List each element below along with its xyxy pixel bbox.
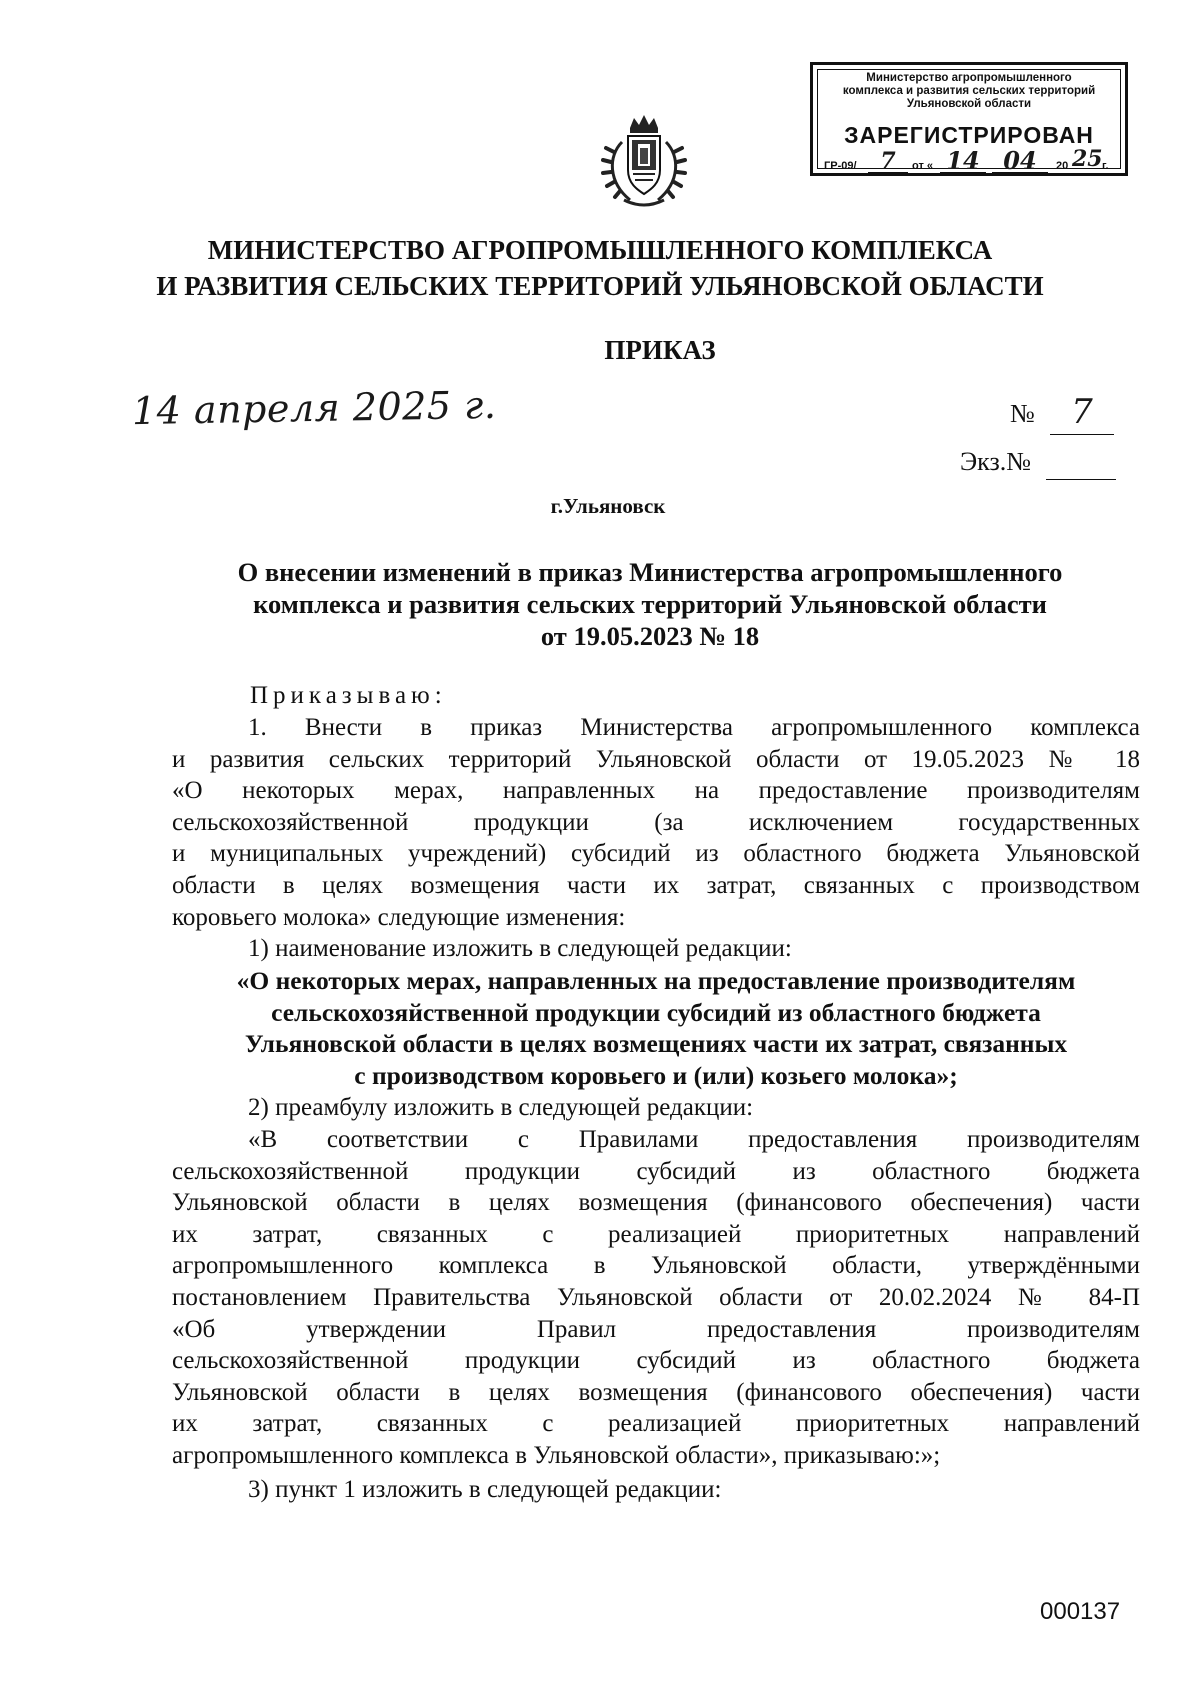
city-label: г.Ульяновск	[550, 494, 666, 518]
new-title-line: Ульяновской области в целях возмещениях части их затрат, связанных	[244, 1029, 1068, 1059]
stamp-registered-label: ЗАРЕГИСТРИРОВАН	[844, 122, 1094, 148]
handwritten-date: 14 апреля 2025 г.	[131, 382, 497, 434]
preamble-line: «В соответствии с Правилами предоставления производителям	[248, 1126, 1140, 1153]
document-title-line-1: О внесении изменений в приказ Министерства агропромышленного	[237, 557, 1063, 587]
order-number-value: 7	[1071, 392, 1093, 432]
paragraph-1-line: и развития сельских территорий Ульяновской области от 19.05.2023 № 18	[172, 745, 1140, 773]
stamp-line-1: Министерство агропромышленного	[866, 72, 1072, 84]
preamble-line: постановлением Правительства Ульяновской области от 20.02.2024 № 84-П	[172, 1283, 1140, 1311]
preamble-line: сельскохозяйственной продукции субсидий из областного бюджета	[172, 1157, 1140, 1185]
order-number-label: №	[1010, 399, 1035, 428]
document-title-line-2: комплекса и развития сельских территорий Ульяновской области	[253, 589, 1047, 619]
paragraph-1-line: 1. Внести в приказ Министерства агропромышленного комплекса	[248, 714, 1140, 741]
preamble-line: их затрат, связанных с реализацией приоритетных направлений	[172, 1220, 1140, 1248]
coat-of-arms-icon	[600, 112, 688, 212]
paragraph-1-line: «О некоторых мерах, направленных на предоставление производителям	[172, 777, 1140, 805]
copy-label: Экз.№	[960, 447, 1032, 476]
ministry-name-line-1: МИНИСТЕРСТВО АГРОПРОМЫШЛЕННОГО КОМПЛЕКСА	[207, 235, 993, 265]
paragraph-1-line: коровьего молока» следующие изменения:	[172, 903, 626, 931]
item-1: 1) наименование изложить в следующей редакции:	[248, 935, 792, 962]
paragraph-1-line: сельскохозяйственной продукции (за исключением государственных	[172, 808, 1140, 836]
order-heading: ПРИКАЗ	[604, 335, 716, 365]
page-code: 000137	[1040, 1598, 1121, 1625]
preamble-line: Ульяновской области в целях возмещения (финансового обеспечения) части	[172, 1378, 1140, 1406]
stamp-year-suffix: 25	[1072, 146, 1103, 172]
order-word: Приказываю:	[250, 682, 447, 709]
paragraph-1-line: и муниципальных учреждений) субсидий из областного бюджета Ульяновской	[172, 840, 1140, 868]
ministry-name-line-2: И РАЗВИТИЯ СЕЛЬСКИХ ТЕРРИТОРИЙ УЛЬЯНОВСКОЙ ОБЛАСТИ	[156, 271, 1044, 301]
item-3: 3) пункт 1 изложить в следующей редакции:	[248, 1476, 722, 1503]
new-title-line: сельскохозяйственной продукции субсидий из областного бюджета	[271, 997, 1041, 1027]
paragraph-1	[172, 712, 1140, 933]
new-title-line: «О некоторых мерах, направленных на предоставление производителям	[236, 966, 1076, 995]
stamp-reg-month: 04	[992, 146, 1048, 173]
preamble-line: агропромышленного комплекса в Ульяновской области, утверждёнными	[172, 1252, 1140, 1280]
new-title-line: с производством коровьего и (или) козьего молока»;	[354, 1060, 958, 1090]
preamble-line: «Об утверждении Правил предоставления производителям	[172, 1315, 1140, 1343]
registration-stamp	[810, 62, 1128, 176]
document-title	[140, 556, 1160, 652]
stamp-reg-number: 7	[868, 148, 908, 173]
preamble-line: сельскохозяйственной продукции субсидий из областного бюджета	[172, 1347, 1140, 1375]
preamble-quote	[172, 1124, 1140, 1472]
stamp-registration-number	[824, 146, 1114, 176]
item-2: 2) преамбулу изложить в следующей редакции:	[248, 1094, 754, 1121]
paragraph-1-line: области в целях возмещения части их затрат, связанных с производством	[172, 871, 1140, 899]
stamp-year-end: г.	[1102, 160, 1109, 172]
preamble-line: агропромышленного комплекса в Ульяновской области», приказываю:»;	[172, 1441, 941, 1469]
stamp-from-label: от «	[912, 160, 934, 172]
stamp-reg-prefix: ГР-09/	[824, 160, 857, 172]
new-title-quote	[172, 965, 1140, 1091]
stamp-reg-day: 14	[940, 146, 986, 173]
preamble-line: Ульяновской области в целях возмещения (финансового обеспечения) части	[172, 1189, 1140, 1217]
order-number-line	[1050, 392, 1114, 435]
document-title-line-3: от 19.05.2023 № 18	[540, 621, 760, 651]
stamp-line-2: комплекса и развития сельских территорий	[842, 85, 1096, 97]
copy-number-line	[1046, 449, 1116, 480]
preamble-line: их затрат, связанных с реализацией приоритетных направлений	[172, 1410, 1140, 1438]
stamp-line-3: Ульяновской области	[906, 98, 1032, 110]
stamp-year-prefix: 20	[1056, 160, 1069, 172]
